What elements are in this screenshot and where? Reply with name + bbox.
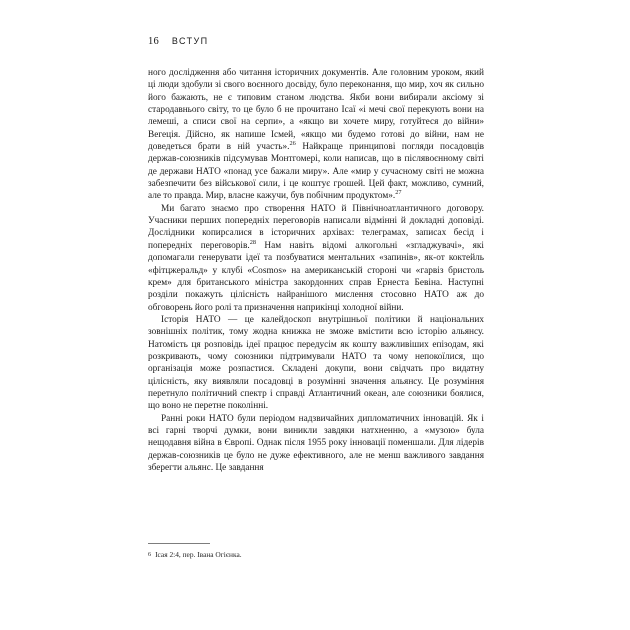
footnote-area xyxy=(148,543,484,560)
paragraph: Ранні роки НАТО були періодом надзвичайних дипломатичних інновацій. Як і всі гарні творчі думки, вони виникли завдяки натхненню, а «музою» була нещодавня війна в Європі. Однак після 1955 року інновації поменшали. Для лідерів держав-союзників це було не дуже ефективного, але не менш важливого завдання зберегти альянс. Це завдання xyxy=(148,413,484,473)
footnote-separator xyxy=(148,543,210,544)
footnote-text: Ісая 2:4, пер. Івана Огієнка. xyxy=(155,550,242,559)
footnote-reference: 28 xyxy=(249,238,257,246)
footnote-reference: 26 xyxy=(289,139,296,147)
paragraph: ного дослідження або читання історичних документів. Але головним уроком, який ці люди здобули зі свого воєнного досвіду, було переконання, що мир, хоч як сильно його бажають, не є типовим станом людства. Якби вони вибирали аксіому зі стародавнього світу, то це було б не прочитано Ісаї «і мечі свої перекують вони на лемеші, а списи свої на серпи», а «якщо ви хочете миру, готуйтеся до війни» Вегеція. Дійсно, як напише Ісмей, «якщо ми будемо готові до війни, нам не доведеться брати в ній участь».$^{26}$ Найкраще принципові погляди посадовців держав-союзників підсумував Монтгомері, коли написав, що в післявоєнному світі де держави НАТО «понад усе бажали миру». Але «мир у сучасному світі не можна забезпечити без військової сили, і це коштує грошей. Цей факт, можливо, сумний, але то правда. Мир, власне кажучи, був побічним продуктом».$^{27}$ xyxy=(148,68,484,202)
footnote: 6 Ісая 2:4, пер. Івана Огієнка. xyxy=(148,550,242,559)
page-number: 16 xyxy=(148,36,159,47)
paragraph: Ми багато знаємо про створення НАТО й Північноатлантичного договору. Учасники перших попередніх переговорів написали відмінні й докладні доповіді. Дослідники копирсалися в історичних архівах: телеграмах, записах бесід і попередніх переговорів.$^{28}$ Нам навіть відомі алкогольні «згладжувачі», які допомагали генерувати ідеї та позбуватися ментальних «запинів», як-от коктейль «фітцжеральд» у клубі «Cosmos» на американській стороні чи «гарвіз бристоль крем» для британського міністра закордонних справ Ернеста Бевіна. Наступні розділи покажуть цілісність найранішого мислення стосовно НАТО аж до обговорень його ролі та призначення наприкінці холодної війни. xyxy=(148,203,484,313)
running-head: ВСТУП xyxy=(171,36,209,46)
body-text xyxy=(148,67,484,474)
footnote-reference: 27 xyxy=(395,189,402,197)
page-header xyxy=(148,36,209,47)
paragraph: Історія НАТО — це калейдоскоп внутрішньої політики й національних зовнішніх політик, тому жодна книжка не зможе вмістити всю історію альянсу. Натомість ця розповідь ідеї працює передусім як кошту важливіших епізодам, які розкривають, чому союзники підтримували НАТО та чому непокоїлися, що організація може розпастися. Складені докупи, вони свідчать про видатну цілісність, яку виявляли посадовці в розумінні значення альянсу. Це розуміння перетнуло політичний спектр і справді Атлантичний океан, але союзники боялися, що воно не перетне поколінні. xyxy=(148,314,484,412)
